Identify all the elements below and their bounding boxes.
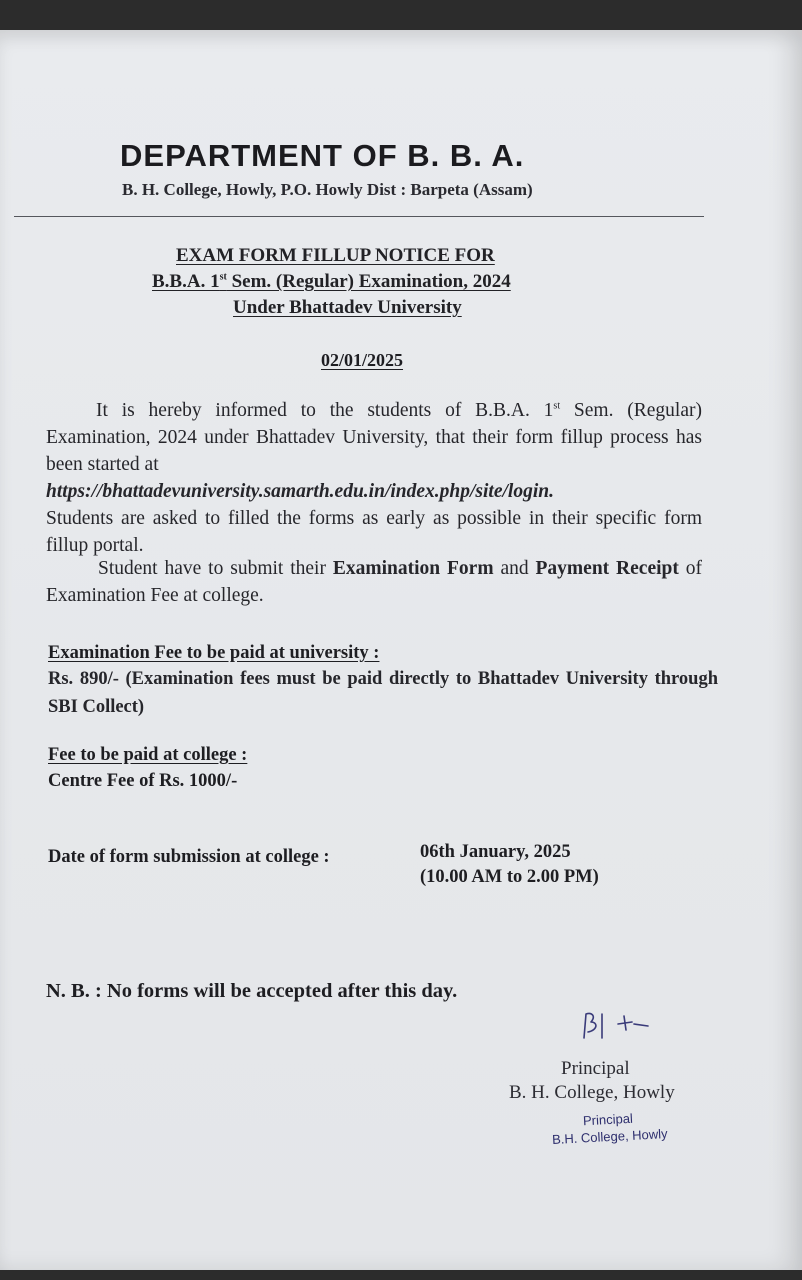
nb-note: N. B. : No forms will be accepted after this day.	[46, 980, 458, 1002]
paragraph-intro	[46, 397, 702, 559]
signatory-title: Principal	[561, 1058, 630, 1079]
paragraph-submission	[46, 555, 702, 609]
submit-text-e: of Examination Fee at college.	[46, 558, 702, 606]
signature-scribble	[578, 1008, 688, 1048]
intro-sup: st	[553, 400, 561, 412]
submit-text-a: Student have to submit their	[98, 558, 333, 579]
notice-title-line3: Under Bhattadev University	[233, 297, 462, 318]
university-fee-body: Rs. 890/- (Examination fees must be paid directly to Bhattadev University through SBI Collect)	[48, 669, 718, 717]
stamp-institution: B.H. College, Howly	[551, 1125, 668, 1148]
intro-text-b: Sem. (Regular) Examination, 2024 under Bhattadev University, that their form fillup process has been started at	[46, 400, 702, 475]
submit-text-c: and	[493, 558, 536, 579]
intro-text-a: It is hereby informed to the students of B.B.A. 1	[96, 400, 554, 421]
signatory-institution: B. H. College, Howly	[509, 1082, 675, 1103]
intro-text-c: Students are asked to filled the forms as early as possible in their specific form fillup portal.	[46, 508, 702, 556]
college-fee-body: Centre Fee of Rs. 1000/-	[48, 771, 238, 791]
title-line2-prefix: B.B.A. 1	[152, 271, 220, 292]
title-line2-sup: st	[219, 271, 227, 283]
submission-date: 06th January, 2025	[420, 842, 571, 862]
notice-title-line1: EXAM FORM FILLUP NOTICE FOR	[176, 245, 495, 266]
department-heading: DEPARTMENT OF B. B. A.	[120, 138, 525, 173]
notice-paper	[0, 30, 802, 1270]
portal-url: https://bhattadevuniversity.samarth.edu.in/index.php/site/login.	[46, 481, 554, 502]
submit-text-b: Examination Form	[332, 558, 494, 579]
title-line2-suffix: Sem. (Regular) Examination, 2024	[226, 271, 511, 292]
stamp-title: Principal	[582, 1110, 634, 1129]
notice-date: 02/01/2025	[321, 350, 404, 370]
submission-label: Date of form submission at college :	[48, 847, 330, 867]
notice-title-line2	[152, 271, 511, 293]
college-address: B. H. College, Howly, P.O. Howly Dist : Barpeta (Assam)	[122, 180, 533, 199]
submit-text-d: Payment Receipt	[535, 558, 679, 579]
submission-time: (10.00 AM to 2.00 PM)	[420, 867, 599, 887]
university-fee-title: Examination Fee to be paid at university :	[48, 643, 380, 663]
header-divider	[14, 216, 704, 217]
college-fee-title: Fee to be paid at college :	[48, 745, 248, 765]
